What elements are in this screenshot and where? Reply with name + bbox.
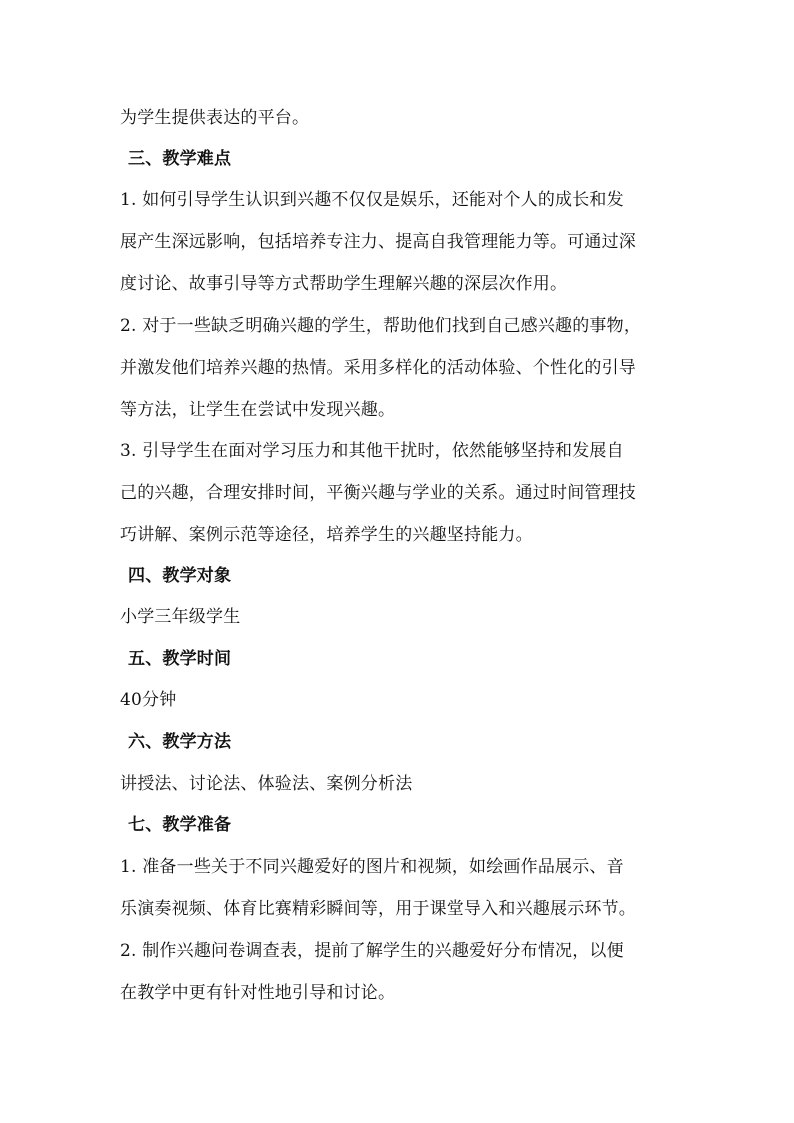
difficulty-item-3-line-2: 己的兴趣，合理安排时间，平衡兴趣与学业的关系。通过时间管理技 bbox=[120, 483, 636, 503]
preparation-item-1-line-1: 1. 准备一些关于不同兴趣爱好的图片和视频，如绘画作品展示、音 bbox=[120, 857, 624, 877]
intro-tail-text: 为学生提供表达的平台。 bbox=[120, 108, 310, 128]
difficulty-item-3-line-3: 巧讲解、案例示范等途径，培养学生的兴趣坚持能力。 bbox=[120, 525, 533, 545]
preparation-item-2-line-2: 在教学中更有针对性地引导和讨论。 bbox=[120, 983, 396, 1003]
difficulty-item-2-line-2: 并激发他们培养兴趣的热情。采用多样化的活动体验、个性化的引导 bbox=[120, 358, 636, 378]
section-heading-methods: 六、教学方法 bbox=[128, 732, 232, 752]
difficulty-item-3-line-1: 3. 引导学生在面对学习压力和其他干扰时，依然能够坚持和发展自 bbox=[120, 441, 624, 461]
preparation-item-1-line-2: 乐演奏视频、体育比赛精彩瞬间等，用于课堂导入和兴趣展示环节。 bbox=[120, 899, 636, 919]
difficulty-item-2-line-1: 2. 对于一些缺乏明确兴趣的学生，帮助他们找到自己感兴趣的事物， bbox=[120, 316, 642, 336]
section-heading-preparation: 七、教学准备 bbox=[128, 815, 232, 835]
duration-text: 40分钟 bbox=[120, 690, 177, 710]
difficulty-item-2-line-3: 等方法，让学生在尝试中发现兴趣。 bbox=[120, 400, 396, 420]
section-heading-duration: 五、教学时间 bbox=[128, 649, 232, 669]
section-heading-difficulties: 三、教学难点 bbox=[128, 149, 232, 169]
difficulty-item-1-line-1: 1. 如何引导学生认识到兴趣不仅仅是娱乐，还能对个人的成长和发 bbox=[120, 190, 624, 210]
section-heading-audience: 四、教学对象 bbox=[128, 566, 232, 586]
difficulty-item-1-line-3: 度讨论、故事引导等方式帮助学生理解兴趣的深层次作用。 bbox=[120, 274, 568, 294]
audience-text: 小学三年级学生 bbox=[120, 607, 241, 627]
methods-text: 讲授法、讨论法、体验法、案例分析法 bbox=[120, 774, 413, 794]
preparation-item-2-line-1: 2. 制作兴趣问卷调查表，提前了解学生的兴趣爱好分布情况，以便 bbox=[120, 941, 624, 961]
difficulty-item-1-line-2: 展产生深远影响，包括培养专注力、提高自我管理能力等。可通过深 bbox=[120, 232, 636, 252]
